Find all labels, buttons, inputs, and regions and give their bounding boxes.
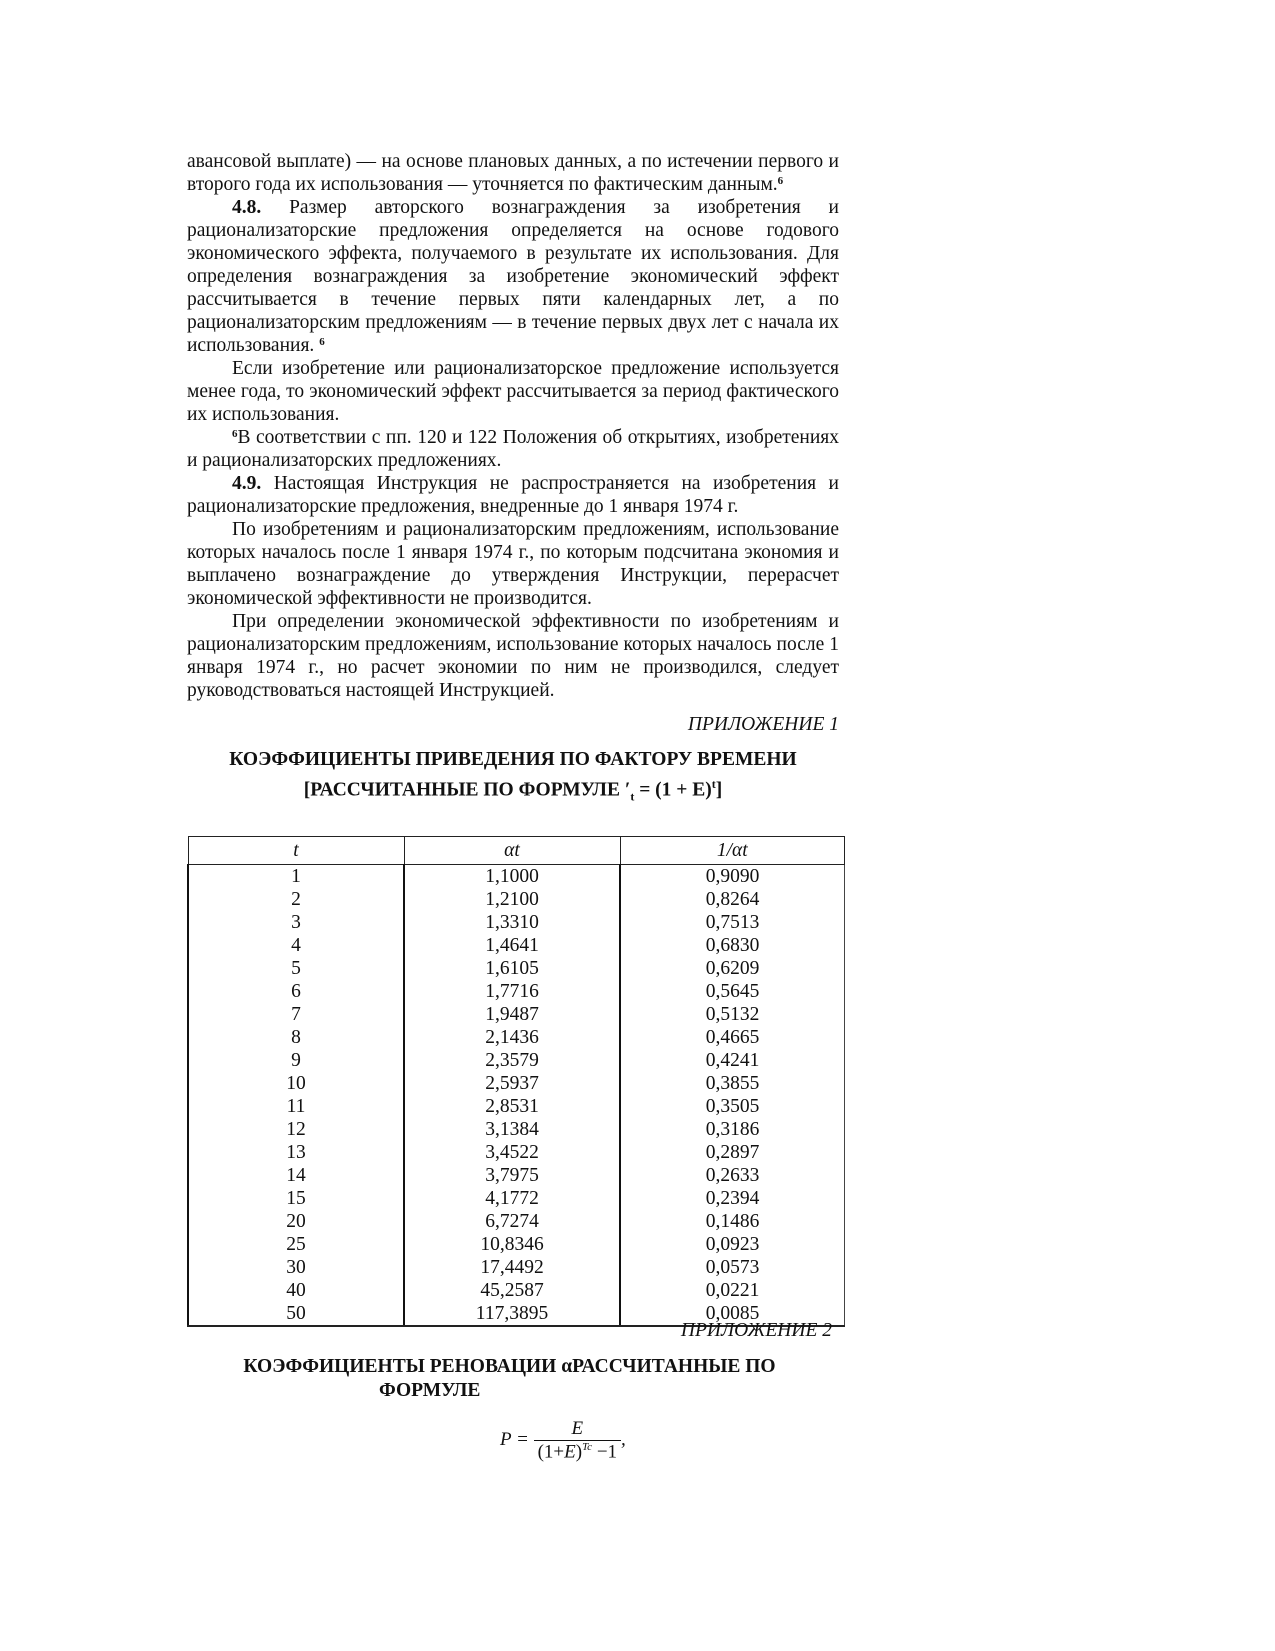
table-row <box>188 1072 845 1095</box>
cell-inverse-alpha: 0,5132 <box>620 1003 845 1026</box>
footnote-ref: 6 <box>777 175 784 187</box>
cell-inverse-alpha: 0,2394 <box>620 1187 845 1210</box>
table-row <box>188 934 845 957</box>
cell-alpha: 1,2100 <box>404 888 620 911</box>
table-row <box>188 888 845 911</box>
cell-t: 1 <box>188 865 404 889</box>
cell-alpha: 1,6105 <box>404 957 620 980</box>
paragraph-no-recalculation: По изобретениям и рационализаторским предложениям, использование которых началось после 1 января 1974 г., по которым подсчитана экономия и выплачено вознаграждение до утверждения Инструкции, перерасчет экономической эффективности не производится. <box>187 519 839 609</box>
cell-inverse-alpha: 0,0573 <box>620 1256 845 1279</box>
cell-alpha: 1,3310 <box>404 911 620 934</box>
cell-inverse-alpha: 0,1486 <box>620 1210 845 1233</box>
table-row <box>188 980 845 1003</box>
section-number: 4.9. <box>232 473 262 494</box>
cell-inverse-alpha: 0,3855 <box>620 1072 845 1095</box>
cell-t: 5 <box>188 957 404 980</box>
cell-t: 20 <box>188 1210 404 1233</box>
appendix-2 <box>187 1320 832 1403</box>
cell-t: 9 <box>188 1049 404 1072</box>
cell-alpha: 3,4522 <box>404 1141 620 1164</box>
appendix-2-title: КОЭФФИЦИЕНТЫ РЕНОВАЦИИ αРАССЧИТАННЫЕ ПО <box>243 1356 776 1377</box>
table-row <box>188 1095 845 1118</box>
cell-t: 8 <box>188 1026 404 1049</box>
cell-inverse-alpha: 0,2897 <box>620 1141 845 1164</box>
cell-alpha: 3,7975 <box>404 1164 620 1187</box>
table-row <box>188 957 845 980</box>
cell-alpha: 1,9487 <box>404 1003 620 1026</box>
cell-inverse-alpha: 0,4665 <box>620 1026 845 1049</box>
cell-inverse-alpha: 0,7513 <box>620 911 845 934</box>
table-row <box>188 1141 845 1164</box>
table-row <box>188 1256 845 1279</box>
table-row <box>188 1210 845 1233</box>
formula-fraction: $\frac{E}{(1+E)^{Tc} -1}$ <box>534 1418 621 1463</box>
cell-alpha: 1,1000 <box>404 865 620 889</box>
table-row <box>188 1026 845 1049</box>
cell-t: 2 <box>188 888 404 911</box>
table-header-row <box>188 837 845 865</box>
cell-t: 6 <box>188 980 404 1003</box>
cell-alpha: 3,1384 <box>404 1118 620 1141</box>
appendix-1-label: ПРИЛОЖЕНИЕ 1 <box>687 714 839 735</box>
cell-inverse-alpha: 0,6209 <box>620 957 845 980</box>
column-header-alpha: αt <box>404 837 620 865</box>
footnote-ref: 6 <box>319 336 325 348</box>
cell-inverse-alpha: 0,9090 <box>620 865 845 889</box>
appendix-2-title-cont: ФОРМУЛЕ <box>379 1380 481 1401</box>
cell-inverse-alpha: 0,4241 <box>620 1049 845 1072</box>
cell-inverse-alpha: 0,8264 <box>620 888 845 911</box>
column-header-inverse-alpha: 1/αt <box>620 837 845 865</box>
cell-t: 40 <box>188 1279 404 1302</box>
table-row <box>188 911 845 934</box>
cell-alpha: 1,7716 <box>404 980 620 1003</box>
table-row <box>188 1164 845 1187</box>
table-row <box>188 1187 845 1210</box>
cell-inverse-alpha: 0,0923 <box>620 1233 845 1256</box>
cell-t: 13 <box>188 1141 404 1164</box>
cell-alpha: 45,2587 <box>404 1279 620 1302</box>
cell-inverse-alpha: 0,5645 <box>620 980 845 1003</box>
cell-t: 12 <box>188 1118 404 1141</box>
cell-alpha: 2,1436 <box>404 1026 620 1049</box>
paragraph-4-9: 4.9. Настоящая Инструкция не распространяется на изобретения и рационализаторские предложения, внедренные до 1 января 1974 г. <box>187 473 839 517</box>
paragraph-4-8: 4.8. Размер авторского вознаграждения за изобретения и рационализаторские предложения определяется на основе годового экономического эффекта, получаемого в результате их использования. Для определения вознаграждения за изобретение экономический эффект рассчитывается в течение первых пяти календарных лет, а по рационализаторским предложениям — в течение первых двух лет с начала их использования. $^6$ <box>187 197 839 356</box>
table-row <box>188 1003 845 1026</box>
footnote-6: $^6$В соответствии с пп. 120 и 122 Положения об открытиях, изобретениях и рационализаторских предложениях. <box>187 427 839 471</box>
cell-inverse-alpha: 0,0085 <box>620 1302 845 1326</box>
cell-t: 15 <box>188 1187 404 1210</box>
cell-t: 50 <box>188 1302 404 1326</box>
cell-inverse-alpha: 0,3186 <box>620 1118 845 1141</box>
cell-alpha: 10,8346 <box>404 1233 620 1256</box>
cell-inverse-alpha: 0,0221 <box>620 1279 845 1302</box>
cell-alpha: 17,4492 <box>404 1256 620 1279</box>
appendix-1-subtitle: [РАССЧИТАННЫЕ ПО ФОРМУЛЕ $'_t = (1 + E)^t$] <box>303 777 723 804</box>
cell-alpha: 1,4641 <box>404 934 620 957</box>
table-body <box>188 865 845 1327</box>
table-row <box>188 1049 845 1072</box>
table-row <box>188 1233 845 1256</box>
table-row <box>188 1118 845 1141</box>
appendix-2-label: ПРИЛОЖЕНИЕ 2 <box>680 1320 832 1341</box>
cell-t: 7 <box>188 1003 404 1026</box>
section-number: 4.8. <box>232 197 262 218</box>
column-header-t: t <box>188 837 404 865</box>
table-row <box>188 865 845 889</box>
cell-t: 30 <box>188 1256 404 1279</box>
cell-t: 3 <box>188 911 404 934</box>
cell-t: 4 <box>188 934 404 957</box>
document-page <box>187 150 839 808</box>
cell-alpha: 2,5937 <box>404 1072 620 1095</box>
cell-alpha: 2,3579 <box>404 1049 620 1072</box>
cell-inverse-alpha: 0,2633 <box>620 1164 845 1187</box>
time-factor-coefficients-table <box>187 836 845 1327</box>
cell-t: 11 <box>188 1095 404 1118</box>
renovation-formula: P = $\frac{E}{(1+E)^{Tc} -1}$ , <box>500 1418 626 1463</box>
cell-inverse-alpha: 0,6830 <box>620 934 845 957</box>
cell-inverse-alpha: 0,3505 <box>620 1095 845 1118</box>
cell-alpha: 2,8531 <box>404 1095 620 1118</box>
cell-t: 25 <box>188 1233 404 1256</box>
cell-t: 10 <box>188 1072 404 1095</box>
footnote-marker: 6 <box>232 428 238 440</box>
appendix-1-title: КОЭФФИЦИЕНТЫ ПРИВЕДЕНИЯ ПО ФАКТОРУ ВРЕМЕНИ <box>229 749 797 770</box>
paragraph-advance-payment: авансовой выплате) — на основе плановых данных, а по истечении первого и второго года их использования — уточняется по фактическим данным.$^6$ <box>187 151 839 195</box>
table-row <box>188 1279 845 1302</box>
cell-alpha: 117,3895 <box>404 1302 620 1326</box>
cell-alpha: 6,7274 <box>404 1210 620 1233</box>
cell-alpha: 4,1772 <box>404 1187 620 1210</box>
paragraph-less-than-year: Если изобретение или рационализаторское предложение используется менее года, то экономический эффект рассчитывается за период фактического их использования. <box>187 358 839 425</box>
cell-t: 14 <box>188 1164 404 1187</box>
paragraph-follow-instruction: При определении экономической эффективности по изобретениям и рационализаторским предложениям, использование которых началось после 1 января 1974 г., но расчет экономии по ним не производился, следует руководствоваться настоящей Инструкцией. <box>187 611 839 701</box>
